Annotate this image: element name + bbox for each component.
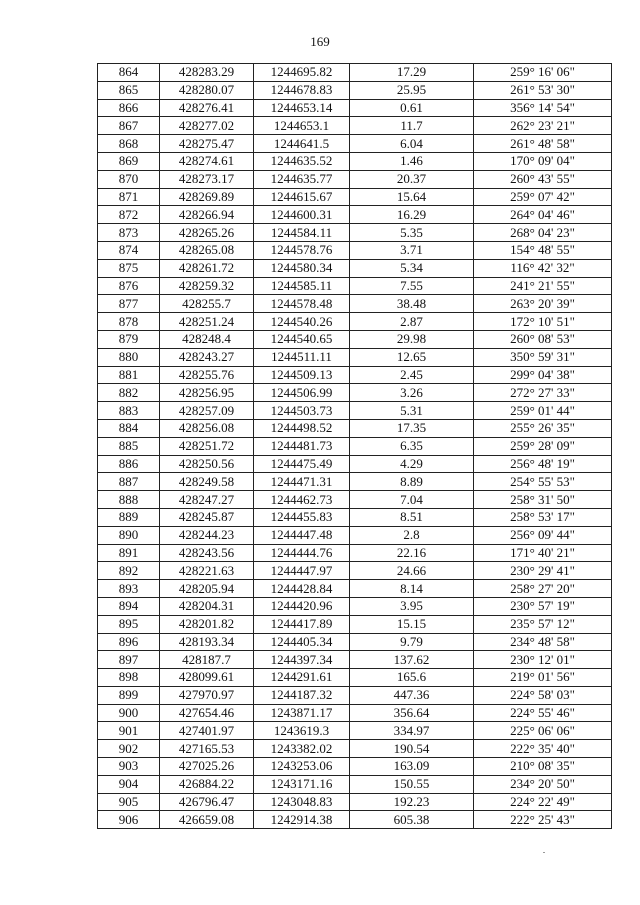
distance-cell: 24.66 — [350, 562, 474, 580]
table-row — [98, 811, 612, 829]
distance-cell: 0.61 — [350, 99, 474, 117]
x-coordinate-cell: 428283.29 — [160, 64, 254, 82]
bearing-cell: 258° 53' 17" — [474, 508, 612, 526]
point-number-cell: 886 — [98, 455, 160, 473]
bearing-cell: 261° 53' 30" — [474, 81, 612, 99]
distance-cell: 12.65 — [350, 348, 474, 366]
point-number-cell: 887 — [98, 473, 160, 491]
point-number-cell: 891 — [98, 544, 160, 562]
bearing-cell: 256° 09' 44" — [474, 526, 612, 544]
distance-cell: 150.55 — [350, 775, 474, 793]
distance-cell: 15.15 — [350, 615, 474, 633]
point-number-cell: 882 — [98, 384, 160, 402]
y-coordinate-cell: 1244584.11 — [254, 224, 350, 242]
distance-cell: 9.79 — [350, 633, 474, 651]
x-coordinate-cell: 427165.53 — [160, 740, 254, 758]
distance-cell: 190.54 — [350, 740, 474, 758]
y-coordinate-cell: 1244580.34 — [254, 259, 350, 277]
bearing-cell: 258° 27' 20" — [474, 580, 612, 598]
table-row — [98, 224, 612, 242]
x-coordinate-cell: 428275.47 — [160, 135, 254, 153]
y-coordinate-cell: 1244641.5 — [254, 135, 350, 153]
x-coordinate-cell: 428250.56 — [160, 455, 254, 473]
x-coordinate-cell: 428255.76 — [160, 366, 254, 384]
table-row — [98, 366, 612, 384]
x-coordinate-cell: 428277.02 — [160, 117, 254, 135]
y-coordinate-cell: 1243171.16 — [254, 775, 350, 793]
table-row — [98, 491, 612, 509]
table-row — [98, 170, 612, 188]
point-number-cell: 867 — [98, 117, 160, 135]
table-row — [98, 437, 612, 455]
distance-cell: 6.04 — [350, 135, 474, 153]
x-coordinate-cell: 426884.22 — [160, 775, 254, 793]
bearing-cell: 268° 04' 23" — [474, 224, 612, 242]
bearing-cell: 263° 20' 39" — [474, 295, 612, 313]
bearing-cell: 241° 21' 55" — [474, 277, 612, 295]
table-row — [98, 669, 612, 687]
y-coordinate-cell: 1244540.65 — [254, 330, 350, 348]
table-row — [98, 295, 612, 313]
point-number-cell: 885 — [98, 437, 160, 455]
distance-cell: 5.31 — [350, 402, 474, 420]
point-number-cell: 871 — [98, 188, 160, 206]
table-row — [98, 597, 612, 615]
y-coordinate-cell: 1244578.76 — [254, 241, 350, 259]
table-row — [98, 455, 612, 473]
table-row — [98, 508, 612, 526]
table-row — [98, 758, 612, 776]
table-row — [98, 330, 612, 348]
bearing-cell: 230° 12' 01" — [474, 651, 612, 669]
bearing-cell: 261° 48' 58" — [474, 135, 612, 153]
bearing-cell: 170° 09' 04" — [474, 152, 612, 170]
bearing-cell: 230° 57' 19" — [474, 597, 612, 615]
point-number-cell: 892 — [98, 562, 160, 580]
point-number-cell: 899 — [98, 686, 160, 704]
point-number-cell: 893 — [98, 580, 160, 598]
y-coordinate-cell: 1244678.83 — [254, 81, 350, 99]
y-coordinate-cell: 1244291.61 — [254, 669, 350, 687]
x-coordinate-cell: 428251.72 — [160, 437, 254, 455]
y-coordinate-cell: 1244653.14 — [254, 99, 350, 117]
bearing-cell: 254° 55' 53" — [474, 473, 612, 491]
table-row — [98, 152, 612, 170]
table-row — [98, 526, 612, 544]
point-number-cell: 890 — [98, 526, 160, 544]
table-row — [98, 81, 612, 99]
bearing-cell: 224° 22' 49" — [474, 793, 612, 811]
y-coordinate-cell: 1244475.49 — [254, 455, 350, 473]
table-row — [98, 633, 612, 651]
distance-cell: 2.8 — [350, 526, 474, 544]
distance-cell: 3.71 — [350, 241, 474, 259]
x-coordinate-cell: 427970.97 — [160, 686, 254, 704]
table-row — [98, 473, 612, 491]
table-row — [98, 775, 612, 793]
y-coordinate-cell: 1244578.48 — [254, 295, 350, 313]
distance-cell: 8.51 — [350, 508, 474, 526]
table-row — [98, 740, 612, 758]
x-coordinate-cell: 428265.26 — [160, 224, 254, 242]
distance-cell: 8.89 — [350, 473, 474, 491]
point-number-cell: 876 — [98, 277, 160, 295]
table-row — [98, 313, 612, 331]
bearing-cell: 235° 57' 12" — [474, 615, 612, 633]
point-number-cell: 896 — [98, 633, 160, 651]
point-number-cell: 866 — [98, 99, 160, 117]
distance-cell: 8.14 — [350, 580, 474, 598]
table-row — [98, 277, 612, 295]
x-coordinate-cell: 428193.34 — [160, 633, 254, 651]
bearing-cell: 264° 04' 46" — [474, 206, 612, 224]
x-coordinate-cell: 428247.27 — [160, 491, 254, 509]
bearing-cell: 172° 10' 51" — [474, 313, 612, 331]
bearing-cell: 234° 48' 58" — [474, 633, 612, 651]
bearing-cell: 234° 20' 50" — [474, 775, 612, 793]
y-coordinate-cell: 1243382.02 — [254, 740, 350, 758]
y-coordinate-cell: 1244506.99 — [254, 384, 350, 402]
bearing-cell: 259° 07' 42" — [474, 188, 612, 206]
x-coordinate-cell: 428261.72 — [160, 259, 254, 277]
point-number-cell: 903 — [98, 758, 160, 776]
x-coordinate-cell: 428280.07 — [160, 81, 254, 99]
x-coordinate-cell: 427654.46 — [160, 704, 254, 722]
x-coordinate-cell: 428205.94 — [160, 580, 254, 598]
bearing-cell: 210° 08' 35" — [474, 758, 612, 776]
table-row — [98, 206, 612, 224]
bearing-cell: 259° 01' 44" — [474, 402, 612, 420]
y-coordinate-cell: 1244481.73 — [254, 437, 350, 455]
point-number-cell: 883 — [98, 402, 160, 420]
x-coordinate-cell: 428249.58 — [160, 473, 254, 491]
x-coordinate-cell: 426659.08 — [160, 811, 254, 829]
table-row — [98, 259, 612, 277]
table-row — [98, 580, 612, 598]
x-coordinate-cell: 428269.89 — [160, 188, 254, 206]
coordinate-table — [97, 63, 612, 829]
y-coordinate-cell: 1244447.97 — [254, 562, 350, 580]
point-number-cell: 879 — [98, 330, 160, 348]
distance-cell: 5.35 — [350, 224, 474, 242]
x-coordinate-cell: 428201.82 — [160, 615, 254, 633]
bearing-cell: 116° 42' 32" — [474, 259, 612, 277]
bearing-cell: 356° 14' 54" — [474, 99, 612, 117]
point-number-cell: 868 — [98, 135, 160, 153]
distance-cell: 25.95 — [350, 81, 474, 99]
bearing-cell: 299° 04' 38" — [474, 366, 612, 384]
table-row — [98, 402, 612, 420]
distance-cell: 38.48 — [350, 295, 474, 313]
scan-speck — [543, 852, 545, 853]
y-coordinate-cell: 1244695.82 — [254, 64, 350, 82]
x-coordinate-cell: 428273.17 — [160, 170, 254, 188]
point-number-cell: 902 — [98, 740, 160, 758]
distance-cell: 17.35 — [350, 419, 474, 437]
bearing-cell: 256° 48' 19" — [474, 455, 612, 473]
distance-cell: 22.16 — [350, 544, 474, 562]
y-coordinate-cell: 1244635.77 — [254, 170, 350, 188]
distance-cell: 605.38 — [350, 811, 474, 829]
y-coordinate-cell: 1244462.73 — [254, 491, 350, 509]
bearing-cell: 259° 16' 06" — [474, 64, 612, 82]
bearing-cell: 154° 48' 55" — [474, 241, 612, 259]
y-coordinate-cell: 1243619.3 — [254, 722, 350, 740]
point-number-cell: 864 — [98, 64, 160, 82]
x-coordinate-cell: 428259.32 — [160, 277, 254, 295]
bearing-cell: 260° 08' 53" — [474, 330, 612, 348]
distance-cell: 7.04 — [350, 491, 474, 509]
bearing-cell: 260° 43' 55" — [474, 170, 612, 188]
distance-cell: 163.09 — [350, 758, 474, 776]
distance-cell: 4.29 — [350, 455, 474, 473]
y-coordinate-cell: 1244420.96 — [254, 597, 350, 615]
point-number-cell: 895 — [98, 615, 160, 633]
y-coordinate-cell: 1244444.76 — [254, 544, 350, 562]
point-number-cell: 881 — [98, 366, 160, 384]
point-number-cell: 904 — [98, 775, 160, 793]
table-row — [98, 64, 612, 82]
table-row — [98, 117, 612, 135]
y-coordinate-cell: 1244405.34 — [254, 633, 350, 651]
x-coordinate-cell: 428276.41 — [160, 99, 254, 117]
point-number-cell: 865 — [98, 81, 160, 99]
table-row — [98, 722, 612, 740]
x-coordinate-cell: 426796.47 — [160, 793, 254, 811]
y-coordinate-cell: 1244455.83 — [254, 508, 350, 526]
table-row — [98, 544, 612, 562]
y-coordinate-cell: 1244397.34 — [254, 651, 350, 669]
y-coordinate-cell: 1244653.1 — [254, 117, 350, 135]
x-coordinate-cell: 428187.7 — [160, 651, 254, 669]
x-coordinate-cell: 428245.87 — [160, 508, 254, 526]
point-number-cell: 889 — [98, 508, 160, 526]
y-coordinate-cell: 1244503.73 — [254, 402, 350, 420]
distance-cell: 3.95 — [350, 597, 474, 615]
point-number-cell: 877 — [98, 295, 160, 313]
distance-cell: 20.37 — [350, 170, 474, 188]
point-number-cell: 888 — [98, 491, 160, 509]
distance-cell: 1.46 — [350, 152, 474, 170]
x-coordinate-cell: 428265.08 — [160, 241, 254, 259]
distance-cell: 137.62 — [350, 651, 474, 669]
y-coordinate-cell: 1244615.67 — [254, 188, 350, 206]
y-coordinate-cell: 1243048.83 — [254, 793, 350, 811]
distance-cell: 2.45 — [350, 366, 474, 384]
bearing-cell: 272° 27' 33" — [474, 384, 612, 402]
y-coordinate-cell: 1244417.89 — [254, 615, 350, 633]
distance-cell: 356.64 — [350, 704, 474, 722]
bearing-cell: 224° 58' 03" — [474, 686, 612, 704]
distance-cell: 5.34 — [350, 259, 474, 277]
y-coordinate-cell: 1244511.11 — [254, 348, 350, 366]
table-row — [98, 135, 612, 153]
bearing-cell: 222° 35' 40" — [474, 740, 612, 758]
table-row — [98, 99, 612, 117]
x-coordinate-cell: 428255.7 — [160, 295, 254, 313]
y-coordinate-cell: 1244540.26 — [254, 313, 350, 331]
x-coordinate-cell: 428256.08 — [160, 419, 254, 437]
point-number-cell: 898 — [98, 669, 160, 687]
distance-cell: 15.64 — [350, 188, 474, 206]
bearing-cell: 350° 59' 31" — [474, 348, 612, 366]
point-number-cell: 869 — [98, 152, 160, 170]
y-coordinate-cell: 1244585.11 — [254, 277, 350, 295]
distance-cell: 17.29 — [350, 64, 474, 82]
table-row — [98, 615, 612, 633]
y-coordinate-cell: 1243253.06 — [254, 758, 350, 776]
point-number-cell: 905 — [98, 793, 160, 811]
point-number-cell: 897 — [98, 651, 160, 669]
y-coordinate-cell: 1242914.38 — [254, 811, 350, 829]
table-row — [98, 793, 612, 811]
point-number-cell: 870 — [98, 170, 160, 188]
point-number-cell: 894 — [98, 597, 160, 615]
x-coordinate-cell: 428099.61 — [160, 669, 254, 687]
x-coordinate-cell: 428243.27 — [160, 348, 254, 366]
bearing-cell: 224° 55' 46" — [474, 704, 612, 722]
x-coordinate-cell: 428257.09 — [160, 402, 254, 420]
point-number-cell: 906 — [98, 811, 160, 829]
y-coordinate-cell: 1243871.17 — [254, 704, 350, 722]
bearing-cell: 258° 31' 50" — [474, 491, 612, 509]
table-row — [98, 686, 612, 704]
point-number-cell: 878 — [98, 313, 160, 331]
table-row — [98, 348, 612, 366]
coordinate-table-body — [98, 64, 612, 829]
distance-cell: 7.55 — [350, 277, 474, 295]
x-coordinate-cell: 428256.95 — [160, 384, 254, 402]
point-number-cell: 872 — [98, 206, 160, 224]
x-coordinate-cell: 428243.56 — [160, 544, 254, 562]
bearing-cell: 259° 28' 09" — [474, 437, 612, 455]
y-coordinate-cell: 1244600.31 — [254, 206, 350, 224]
x-coordinate-cell: 428221.63 — [160, 562, 254, 580]
y-coordinate-cell: 1244471.31 — [254, 473, 350, 491]
distance-cell: 2.87 — [350, 313, 474, 331]
y-coordinate-cell: 1244187.32 — [254, 686, 350, 704]
point-number-cell: 884 — [98, 419, 160, 437]
table-row — [98, 651, 612, 669]
bearing-cell: 219° 01' 56" — [474, 669, 612, 687]
x-coordinate-cell: 428204.31 — [160, 597, 254, 615]
distance-cell: 6.35 — [350, 437, 474, 455]
y-coordinate-cell: 1244635.52 — [254, 152, 350, 170]
point-number-cell: 874 — [98, 241, 160, 259]
y-coordinate-cell: 1244509.13 — [254, 366, 350, 384]
point-number-cell: 873 — [98, 224, 160, 242]
y-coordinate-cell: 1244498.52 — [254, 419, 350, 437]
point-number-cell: 875 — [98, 259, 160, 277]
x-coordinate-cell: 427401.97 — [160, 722, 254, 740]
table-row — [98, 704, 612, 722]
table-row — [98, 562, 612, 580]
x-coordinate-cell: 428248.4 — [160, 330, 254, 348]
distance-cell: 29.98 — [350, 330, 474, 348]
distance-cell: 334.97 — [350, 722, 474, 740]
bearing-cell: 225° 06' 06" — [474, 722, 612, 740]
point-number-cell: 900 — [98, 704, 160, 722]
bearing-cell: 262° 23' 21" — [474, 117, 612, 135]
point-number-cell: 901 — [98, 722, 160, 740]
distance-cell: 165.6 — [350, 669, 474, 687]
bearing-cell: 255° 26' 35" — [474, 419, 612, 437]
bearing-cell: 222° 25' 43" — [474, 811, 612, 829]
point-number-cell: 880 — [98, 348, 160, 366]
table-row — [98, 188, 612, 206]
x-coordinate-cell: 428244.23 — [160, 526, 254, 544]
distance-cell: 447.36 — [350, 686, 474, 704]
x-coordinate-cell: 427025.26 — [160, 758, 254, 776]
y-coordinate-cell: 1244447.48 — [254, 526, 350, 544]
distance-cell: 11.7 — [350, 117, 474, 135]
table-row — [98, 419, 612, 437]
distance-cell: 3.26 — [350, 384, 474, 402]
table-row — [98, 384, 612, 402]
bearing-cell: 230° 29' 41" — [474, 562, 612, 580]
x-coordinate-cell: 428274.61 — [160, 152, 254, 170]
y-coordinate-cell: 1244428.84 — [254, 580, 350, 598]
x-coordinate-cell: 428266.94 — [160, 206, 254, 224]
page-number: 169 — [310, 34, 330, 49]
distance-cell: 192.23 — [350, 793, 474, 811]
x-coordinate-cell: 428251.24 — [160, 313, 254, 331]
distance-cell: 16.29 — [350, 206, 474, 224]
bearing-cell: 171° 40' 21" — [474, 544, 612, 562]
table-row — [98, 241, 612, 259]
